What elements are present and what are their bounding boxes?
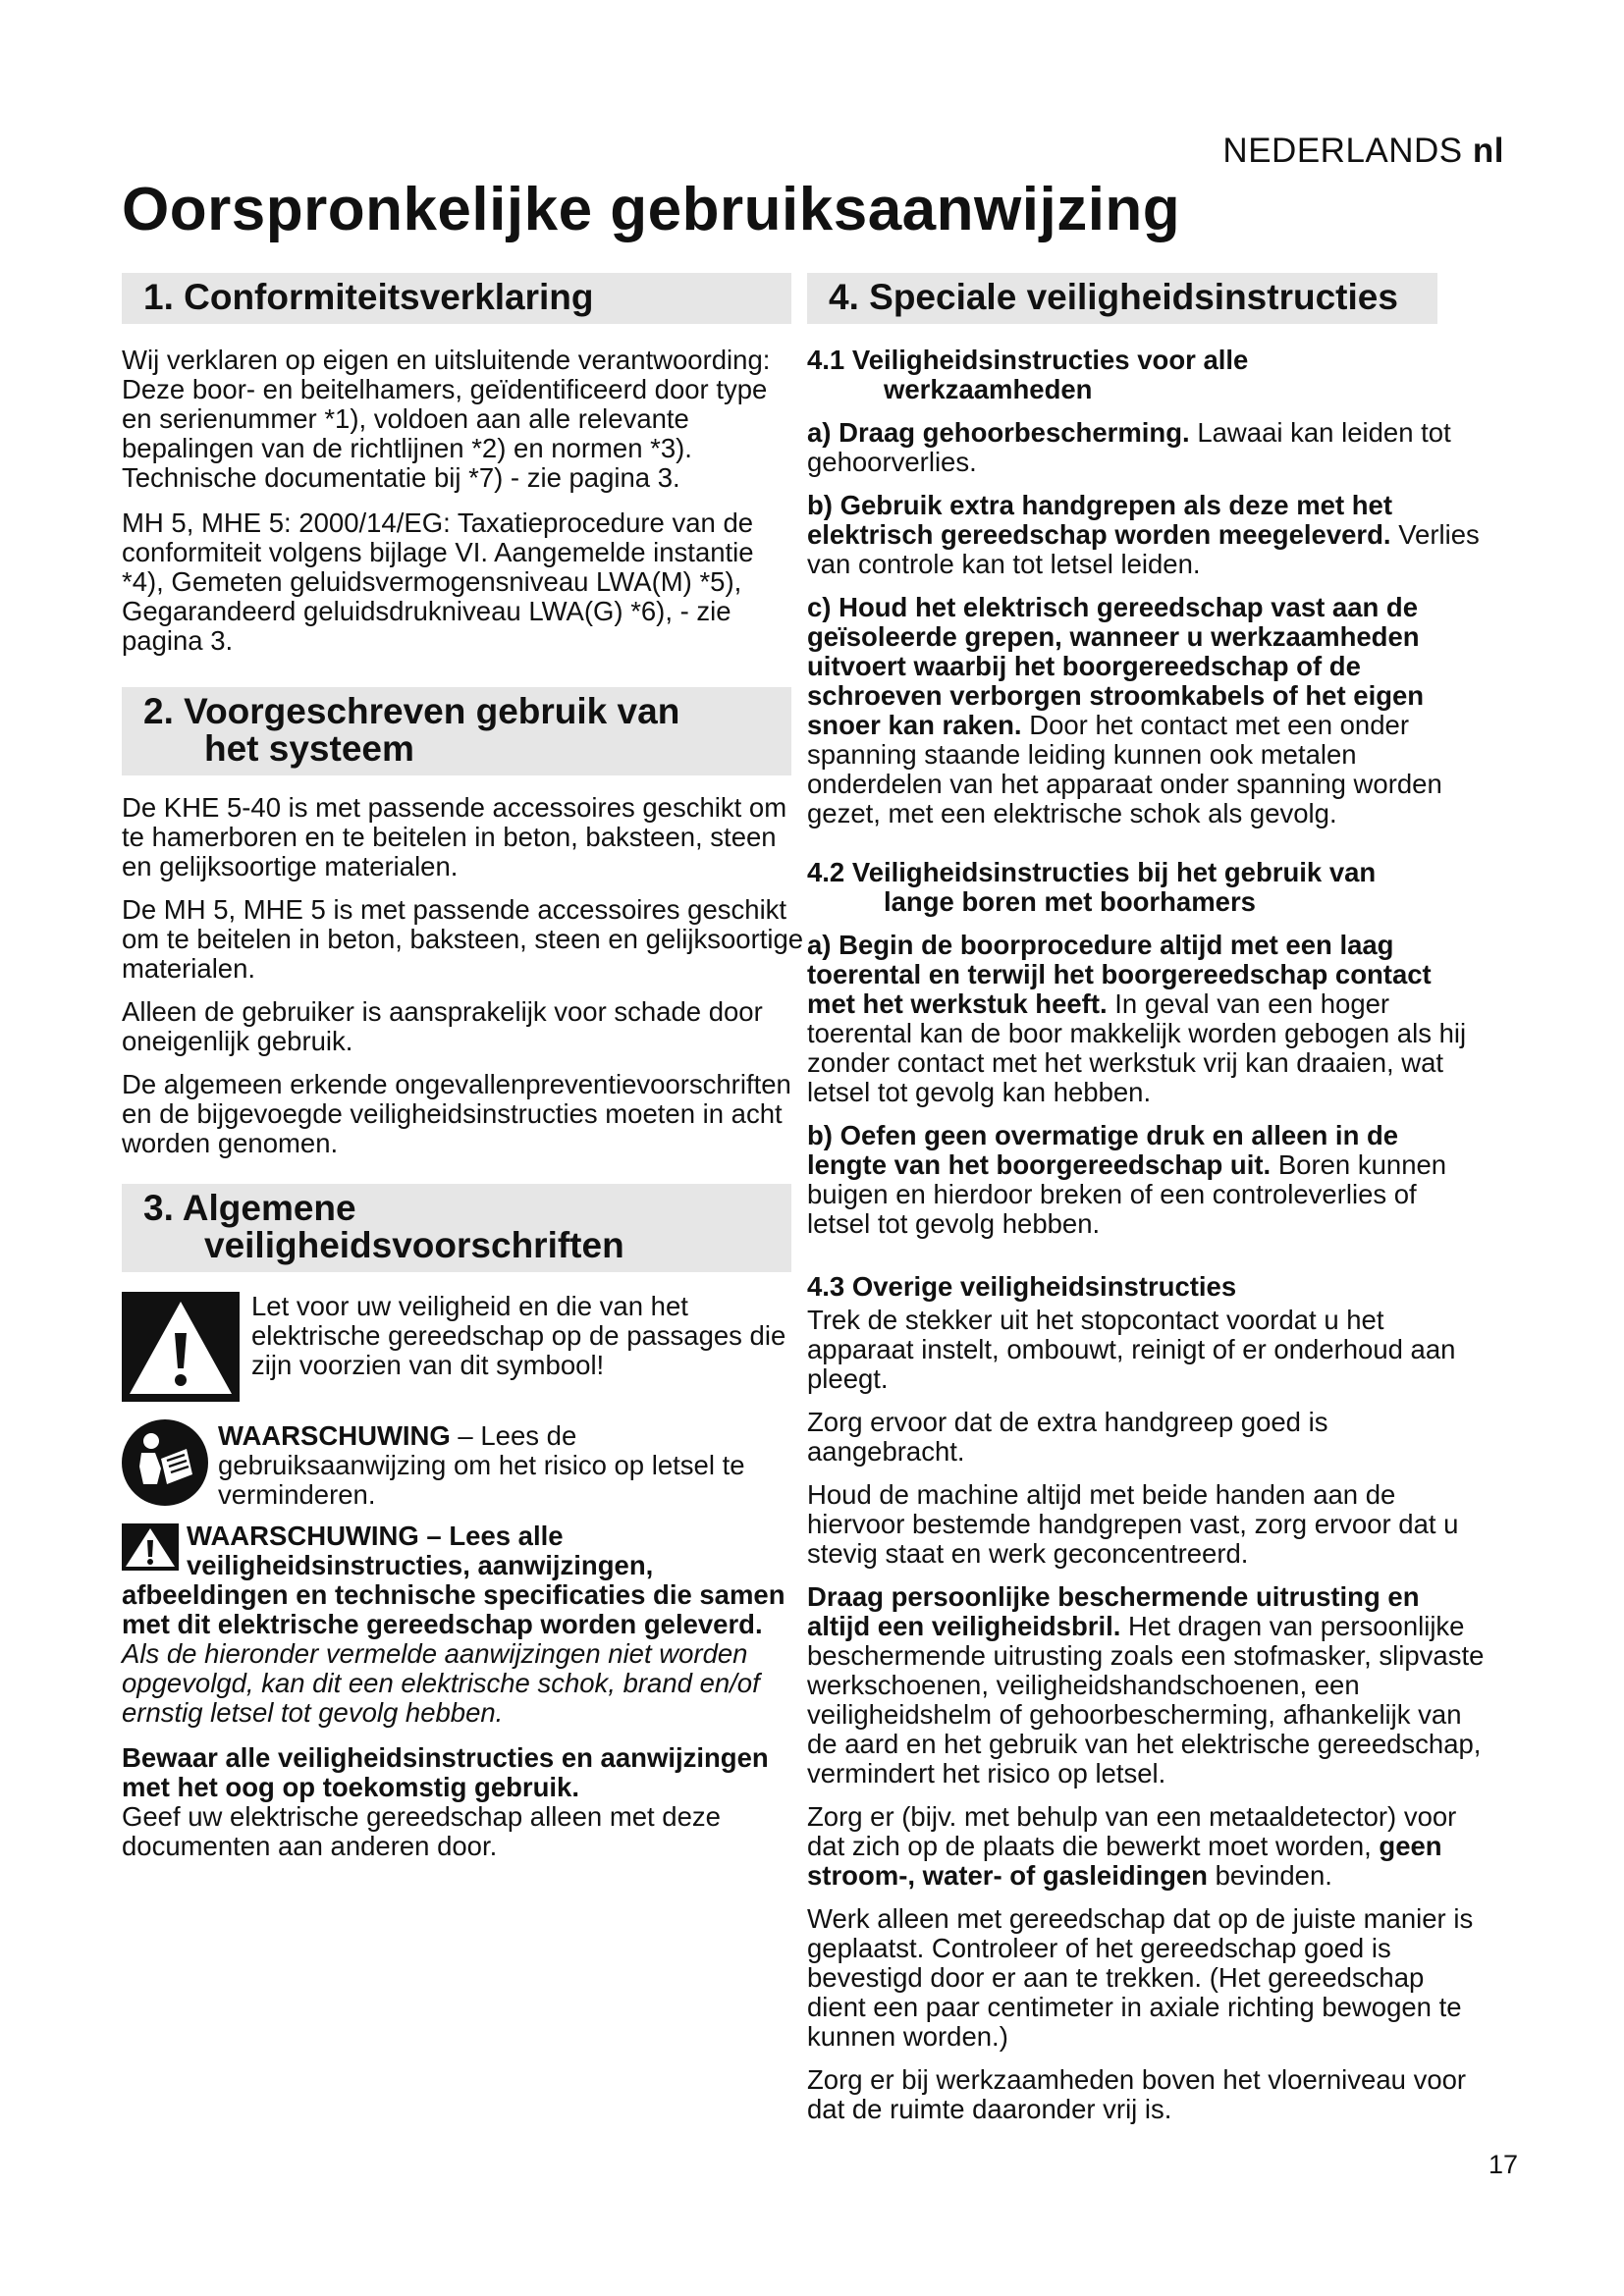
instruction-b: [807, 491, 1485, 579]
safety-symbol-text: Let voor uw veiligheid en die van het elektrische gereedschap op de passages die zijn voorzien van dit symbool!: [251, 1291, 786, 1380]
instruction-a2: [807, 931, 1485, 1107]
warning-consequence-text: Als de hieronder vermelde aanwijzingen niet worden opgevolgd, kan dit een elektrische schok, brand en/of ernstig letsel tot gevolg hebben.: [122, 1638, 760, 1728]
section-4-heading: 4. Speciale veiligheidsinstructies: [807, 273, 1437, 324]
other-instruction-4-text: Het dragen van persoonlijke beschermende uitrusting zoals een stofmasker, slipvaste werkschoenen, veiligheidshandschoenen, een veiligheidshelm of gehoorbescherming, afhankelijk van de aard en het gebruik van het elektrische gereedschap, vermindert het risico op letsel.: [807, 1611, 1485, 1789]
instruction-b-text: Verlies van controle kan tot letsel leiden.: [807, 519, 1480, 579]
other-instruction-2: Zorg ervoor dat de extra handgreep goed is aangebracht.: [807, 1407, 1328, 1467]
warning-text-1: – Lees de gebruiksaanwijzing om het risico op letsel te verminderen.: [218, 1420, 745, 1510]
warning-triangle-icon: [122, 1292, 240, 1402]
instruction-a-text: Lawaai kan leiden tot gehoorverlies.: [807, 417, 1451, 477]
usage-paragraph-3: Alleen de gebruiker is aansprakelijk voor schade door oneigenlijk gebruik.: [122, 996, 763, 1056]
warning-label-1: WAARSCHUWING: [218, 1420, 451, 1451]
subsection-4-3-heading: 4.3 Overige veiligheidsinstructies: [807, 1271, 1237, 1302]
other-instruction-3: Houd de machine altijd met beide handen aan de hiervoor bestemde handgrepen vast, zorg ervoor dat u stevig staat en werk geconcentreerd.: [807, 1479, 1459, 1569]
general-warning-block: [122, 1522, 791, 1728]
instruction-b-bold: b) Gebruik extra handgrepen als deze met het elektrisch gereedschap worden meegeleverd.: [807, 490, 1392, 550]
subsection-4-2-heading: [807, 858, 1485, 917]
read-manual-row: [122, 1419, 791, 1510]
right-column: [807, 273, 1485, 2124]
keep-instructions-bold: Bewaar alle veiligheidsinstructies en aanwijzingen met het oog op toekomstig gebruik.: [122, 1742, 769, 1802]
warning-label-2: WAARSCHUWING – Lees alle veiligheidsinstructies, aanwijzingen, afbeeldingen en technische specificaties die samen met dit elektrische gereedschap worden geleverd.: [122, 1521, 785, 1639]
instruction-c-bold: c) Houd het elektrisch gereedschap vast aan de geïsoleerde grepen, wanneer u werkzaamheden uitvoert waarbij het boorgereedschap of de schroeven verborgen stroomkabels of het eigen snoer kan raken.: [807, 592, 1425, 740]
subsection-4-1-line1: 4.1 Veiligheidsinstructies voor alle: [807, 345, 1249, 375]
other-instruction-7: Zorg er bij werkzaamheden boven het vloerniveau voor dat de ruimte daaronder vrij is.: [807, 2064, 1467, 2124]
instruction-a2-bold: a) Begin de boorprocedure altijd met een laag toerental en terwijl het boorgereedschap contact met het werkstuk heeft.: [807, 930, 1432, 1019]
instruction-b2-text: Boren kunnen buigen en hierdoor breken of een controleverlies of letsel tot gevolg hebben.: [807, 1149, 1447, 1239]
instruction-b2-bold: b) Oefen geen overmatige druk en alleen in de lengte van het boorgereedschap uit.: [807, 1120, 1399, 1180]
section-3-heading-line1: 3. Algemene: [143, 1188, 356, 1228]
section-3-heading: [122, 1184, 791, 1272]
other-instruction-4: [807, 1582, 1485, 1789]
subsection-4-1-heading: [807, 346, 1485, 404]
other-instruction-6: Werk alleen met gereedschap dat op de juiste manier is geplaatst. Controleer of het gereedschap goed is bevestigd door er aan te trekken. (Het gereedschap dient een paar centimeter in axiale richting bewogen te kunnen worden.): [807, 1903, 1474, 2052]
section-2-heading: [122, 687, 791, 775]
page-title: Oorspronkelijke gebruiksaanwijzing: [122, 176, 1181, 243]
keep-instructions-paragraph: [122, 1743, 791, 1861]
language-code: nl: [1472, 132, 1504, 170]
left-column: [122, 273, 804, 1861]
language-name: NEDERLANDS: [1222, 132, 1463, 170]
warning-small-icon: [122, 1523, 179, 1571]
subsection-4-2-line2: lange boren met boorhamers: [884, 886, 1256, 917]
other-instruction-4-bold: Draag persoonlijke beschermende uitrusting en altijd een veiligheidsbril.: [807, 1581, 1420, 1641]
section-3-heading-line2: veiligheidsvoorschriften: [204, 1225, 624, 1265]
section-1-heading: 1. Conformiteitsverklaring: [122, 273, 791, 324]
instruction-c-text: Door het contact met een onder spanning staande leiding kunnen ook metalen onderdelen van het apparaat onder spanning worden gezet, met een elektrische schok als gevolg.: [807, 710, 1442, 828]
language-label: [1222, 132, 1504, 171]
subsection-4-1-line2: werkzaamheden: [884, 374, 1093, 404]
instruction-b2: [807, 1121, 1485, 1239]
page-number: 17: [1489, 2150, 1519, 2179]
instruction-c: [807, 593, 1485, 828]
section-2-heading-line2: het systeem: [204, 728, 414, 769]
usage-paragraph-4: De algemeen erkende ongevallenpreventievoorschriften en de bijgevoegde veiligheidsinstructies moeten in acht worden genomen.: [122, 1069, 791, 1158]
instruction-a-bold: a) Draag gehoorbescherming.: [807, 417, 1190, 448]
general-warning-text: [122, 1522, 791, 1728]
read-manual-icon: [122, 1419, 208, 1506]
keep-instructions-text: Geef uw elektrische gereedschap alleen met deze documenten aan anderen door.: [122, 1801, 721, 1861]
subsection-4-2-line1: 4.2 Veiligheidsinstructies bij het gebruik van: [807, 857, 1377, 887]
instruction-a2-text: In geval van een hoger toerental kan de boor makkelijk worden gebogen als hij zonder contact met het werkstuk vrij kan draaien, wat letsel tot gevolg kan hebben.: [807, 988, 1467, 1107]
conformity-paragraph: Wij verklaren op eigen en uitsluitende verantwoording: Deze boor- en beitelhamers, geïdentificeerd door type en serienummer *1), voldoen aan alle relevante bepalingen van de richtlijnen *2) en normen *3). Technische documentatie bij *7) - zie pagina 3.: [122, 345, 771, 493]
read-manual-warning: [218, 1421, 791, 1510]
section-2-heading-line1: 2. Voorgeschreven gebruik van: [143, 691, 680, 731]
other-instruction-5-end: bevinden.: [1207, 1860, 1332, 1891]
safety-symbol-row: [122, 1292, 791, 1402]
instruction-a: [807, 418, 1485, 477]
other-instruction-5-bold: geen stroom-, water- of gasleidingen: [807, 1831, 1442, 1891]
other-instruction-5-text: Zorg er (bijv. met behulp van een metaaldetector) voor dat zich op de plaats die bewerkt moet worden,: [807, 1801, 1457, 1861]
usage-paragraph-1: De KHE 5-40 is met passende accessoires geschikt om te hamerboren en te beitelen in beton, baksteen, steen en gelijksoortige materialen.: [122, 792, 787, 881]
other-instruction-1: Trek de stekker uit het stopcontact voordat u het apparaat instelt, ombouwt, reinigt of er onderhoud aan pleegt.: [807, 1305, 1456, 1394]
usage-paragraph-2: De MH 5, MHE 5 is met passende accessoires geschikt om te beitelen in beton, baksteen, steen en gelijksoortige materialen.: [122, 894, 804, 984]
other-instruction-5: [807, 1802, 1485, 1891]
conformity-procedure-paragraph: MH 5, MHE 5: 2000/14/EG: Taxatieprocedure van de conformiteit volgens bijlage VI. Aangemelde instantie *4), Gemeten geluidsvermogensniveau LWA(M) *5), Gegarandeerd geluidsdrukniveau LWA(G) *6), - zie pagina 3.: [122, 507, 754, 656]
